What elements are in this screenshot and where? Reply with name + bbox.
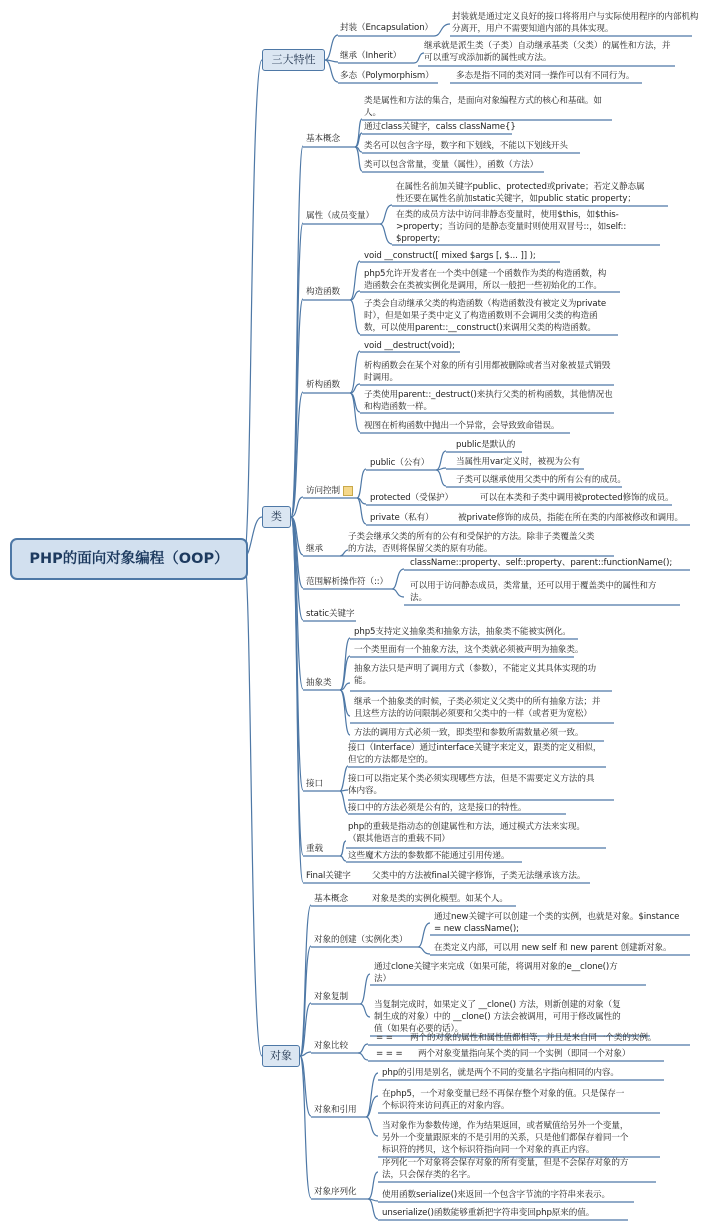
object-compare-2: 两个对象变量指向某个类的同一个实例（即同一个对象） (418, 1049, 631, 1059)
object-create-1a: 通过new关键字可以创建一个类的实例，也就是对象。$instance (434, 912, 680, 922)
object-ref-3b: 另外一个变量跟原来的不是引用的关系，只是他们都保存着同一个 (382, 1133, 629, 1143)
class-basic-1a: 类是属性和方法的集合，是面向对象编程方式的核心和基础。如 (364, 96, 602, 106)
root-topic[interactable]: PHP的面向对象编程（OOP） (10, 538, 248, 580)
class-interface-2b: 体内容。 (348, 786, 382, 796)
node-class-constructor[interactable]: 构造函数 (306, 287, 340, 297)
class-dtor-2a: 析构函数会在某个对象的所有引用都被删除或者当对象被显式销毁 (364, 361, 611, 371)
class-basic-2: 通过class关键字，calss className{} (364, 122, 516, 132)
class-ctor-2a: php5允许开发者在一个类中创建一个函数作为类的构造函数，构 (364, 269, 607, 279)
node-object-reference[interactable]: 对象和引用 (314, 1105, 357, 1115)
class-ctor-1: void __construct([ mixed $args [, $... ]] ); (364, 251, 536, 261)
class-attr-2a: 在类的成员方法中访问非静态变量时，使用$this，如$this- (396, 210, 619, 220)
object-ref-2a: 在php5，一个对象变量已经不再保存整个对象的值。只是保存一 (382, 1089, 625, 1099)
node-class-destructor[interactable]: 析构函数 (306, 380, 340, 390)
access-private-1: 被private修饰的成员，指能在所在类的内部被修改和调用。 (458, 513, 684, 523)
object-create-1b: = new className(); (434, 924, 519, 934)
class-abstract-4b: 且这些方法的访问限制必须要和父类中的一样（或者更为宽松） (354, 709, 592, 719)
class-overload-1b: （跟其他语言的重载不同） (348, 834, 450, 844)
class-scope-2b: 法。 (410, 593, 427, 603)
class-scope-2a: 可以用于访问静态成员，类常量，还可以用于覆盖类中的属性和方 (410, 581, 657, 591)
class-ctor-3a: 子类会自动继承父类的构造函数（构造函数没有被定义为private (364, 299, 607, 309)
node-access-public[interactable]: public（公有） (370, 458, 430, 468)
node-access-protected[interactable]: protected（受保护） (370, 493, 454, 503)
node-class-basic[interactable]: 基本概念 (306, 134, 340, 144)
node-polymorphism-desc: 多态是指不同的类对同一操作可以有不同行为。 (456, 71, 635, 81)
object-ser-2: 使用函数serialize()来返回一个包含字节流的字符串来表示。 (382, 1190, 610, 1200)
class-abstract-3a: 抽象方法只是声明了调用方式（参数），不能定义其具体实现的功 (354, 664, 597, 674)
class-attr-1a: 在属性名前加关键字public、protected或private；若定义静态属 (396, 182, 645, 192)
node-class-scope-resolution[interactable]: 范围解析操作符（::） (306, 577, 389, 587)
class-final-1: 父类中的方法被final关键字修饰，子类无法继承该方法。 (372, 871, 586, 881)
object-ref-3a: 当对象作为参数传递，作为结果返回，或者赋值给另外一个变量， (382, 1121, 629, 1131)
object-ref-2b: 个标识符来访问真正的对象内容。 (382, 1101, 510, 1111)
note-icon[interactable] (343, 486, 353, 496)
class-dtor-4: 视图在析构函数中抛出一个异常，会导致致命错误。 (364, 421, 560, 431)
class-abstract-4a: 继承一个抽象类的时候，子类必须定义父类中的所有抽象方法；并 (354, 697, 601, 707)
topic-three-features[interactable]: 三大特性 (262, 49, 325, 71)
class-abstract-2: 一个类里面有一个抽象方法，这个类就必须被声明为抽象类。 (354, 645, 584, 655)
node-object-basic[interactable]: 基本概念 (314, 894, 348, 904)
access-public-2: 当属性用var定义时，被视为公有 (456, 457, 581, 467)
node-object-compare[interactable]: 对象比较 (314, 1041, 348, 1051)
object-ser-3: unserialize()函数能够重新把字符串变回php原来的值。 (382, 1208, 595, 1218)
class-ctor-2b: 造函数会在类被实例化是调用，所以一般把一些初始化的工作。 (364, 281, 602, 291)
node-encapsulation-desc-1: 封装就是通过定义良好的接口将将用户与实际使用程序的内部机构 (452, 12, 699, 22)
object-ser-1a: 序列化一个对象将会保存对象的所有变量，但是不会保存对象的方 (382, 1158, 629, 1168)
object-copy-2c: 值（如果有必要的话）。 (374, 1024, 464, 1034)
class-abstract-1: php5支持定义抽象类和抽象方法，抽象类不能被实例化。 (354, 627, 571, 637)
node-object-serialize[interactable]: 对象序列化 (314, 1187, 357, 1197)
node-inherit-desc-1: 继承就是派生类（子类）自动继承基类（父类）的属性和方法，并 (424, 41, 671, 51)
class-inherit-1a: 子类会继承父类的所有的公有和受保护的方法。除非子类覆盖父类 (348, 532, 595, 542)
class-basic-3: 类名可以包含字母，数字和下划线，不能以下划线开头 (364, 141, 568, 151)
object-copy-2b: 制生成的对象）中的 __clone() 方法会被调用，可用于修改属性的 (374, 1012, 621, 1022)
node-class-overload[interactable]: 重载 (306, 844, 323, 854)
class-overload-1a: php的重载是指动态的创建属性和方法，通过模式方法来实现。 (348, 822, 585, 832)
object-ref-3c: 标识符的拷贝，这个标识符指向同一个对象的真正内容。 (382, 1145, 595, 1155)
object-ref-1: php的引用是别名，就是两个不同的变量名字指向相同的内容。 (382, 1068, 619, 1078)
access-label: 访问控制 (306, 486, 340, 496)
object-compare-op1: = = (376, 1033, 393, 1043)
object-ser-1b: 法，只会保存类的名字。 (382, 1170, 476, 1180)
topic-object[interactable]: 对象 (262, 1045, 300, 1067)
object-copy-1b: 法） (374, 974, 391, 984)
node-inherit-desc-2: 可以重写或添加新的属性或方法。 (424, 53, 552, 63)
class-attr-2b: >property；当访问的是静态变量时则使用双冒号::，如self:: (396, 222, 627, 232)
object-copy-2a: 当复制完成时，如果定义了 __clone() 方法，则新创建的对象（复 (374, 1000, 621, 1010)
class-interface-1b: 但它的方法都是空的。 (348, 755, 433, 765)
class-inherit-1b: 的方法，否则将保留父类的原有功能。 (348, 544, 493, 554)
node-inherit[interactable]: 继承（Inherit） (340, 51, 402, 61)
class-dtor-1: void __destruct(void); (364, 341, 455, 351)
node-object-copy[interactable]: 对象复制 (314, 992, 348, 1002)
class-abstract-5: 方法的调用方式必须一致，即类型和参数所需数量必须一致。 (354, 728, 584, 738)
object-compare-1: 两个的对象的属性和属性值都相等，并且是来自同一个类的实例。 (410, 1033, 657, 1043)
node-access-private[interactable]: private（私有） (370, 513, 434, 523)
class-dtor-3b: 和构造函数一样。 (364, 402, 432, 412)
class-abstract-3b: 能。 (354, 676, 371, 686)
node-class-access-control[interactable] (306, 485, 353, 498)
access-protected-1: 可以在本类和子类中调用被protected修饰的成员。 (480, 493, 674, 503)
node-class-inherit[interactable]: 继承 (306, 544, 323, 554)
access-public-1: public是默认的 (456, 440, 516, 450)
node-class-abstract[interactable]: 抽象类 (306, 678, 332, 688)
node-object-create[interactable]: 对象的创建（实例化类） (314, 935, 408, 945)
node-class-interface[interactable]: 接口 (306, 779, 323, 789)
topic-class[interactable]: 类 (262, 506, 291, 528)
node-encapsulation[interactable]: 封装（Encapsulation） (340, 23, 434, 33)
class-overload-2: 这些魔术方法的参数都不能通过引用传递。 (348, 851, 510, 861)
class-ctor-3b: 时），但是如果子类中定义了构造函数则不会调用父类的构造函 (364, 311, 598, 321)
node-encapsulation-desc-2: 分离开，用户不需要知道内部的具体实现。 (452, 24, 614, 34)
object-create-2: 在类定义内部，可以用 new self 和 new parent 创建新对象。 (434, 943, 672, 953)
object-compare-op2: = = = (376, 1049, 403, 1059)
object-copy-1a: 通过clone关键字来完成（如果可能，将调用对象的e__clone()方 (374, 962, 618, 972)
class-scope-1: className::property、self::property、parent::functionName(); (410, 558, 673, 568)
node-class-attr[interactable]: 属性（成员变量） (306, 211, 374, 221)
class-interface-3: 接口中的方法必须是公有的，这是接口的特性。 (348, 803, 527, 813)
class-basic-1b: 人。 (364, 108, 381, 118)
node-class-static[interactable]: static关键字 (306, 609, 355, 619)
class-dtor-3a: 子类使用parent::_destruct()来执行父类的析构函数，其他情况也 (364, 390, 613, 400)
class-attr-2c: $property; (396, 234, 441, 244)
node-class-final[interactable]: Final关键字 (306, 871, 351, 881)
class-interface-1a: 接口（Interface）通过interface关键字来定义，跟类的定义相似， (348, 743, 602, 753)
object-basic-1: 对象是类的实例化模型。如某个人。 (372, 894, 508, 904)
class-attr-1b: 性还要在属性名前加static关键字，如public static property； (396, 194, 636, 204)
class-dtor-2b: 时调用。 (364, 373, 398, 383)
class-ctor-3c: 数，可以使用parent::__construct()来调用父类的构造函数。 (364, 323, 596, 333)
class-interface-2a: 接口可以指定某个类必须实现哪些方法，但是不需要定义方法的具 (348, 774, 595, 784)
class-basic-4: 类可以包含常量，变量（属性），函数（方法） (364, 160, 539, 170)
node-polymorphism[interactable]: 多态（Polymorphism） (340, 71, 434, 81)
access-public-3: 子类可以继承使用父类中的所有公有的成员。 (456, 475, 626, 485)
